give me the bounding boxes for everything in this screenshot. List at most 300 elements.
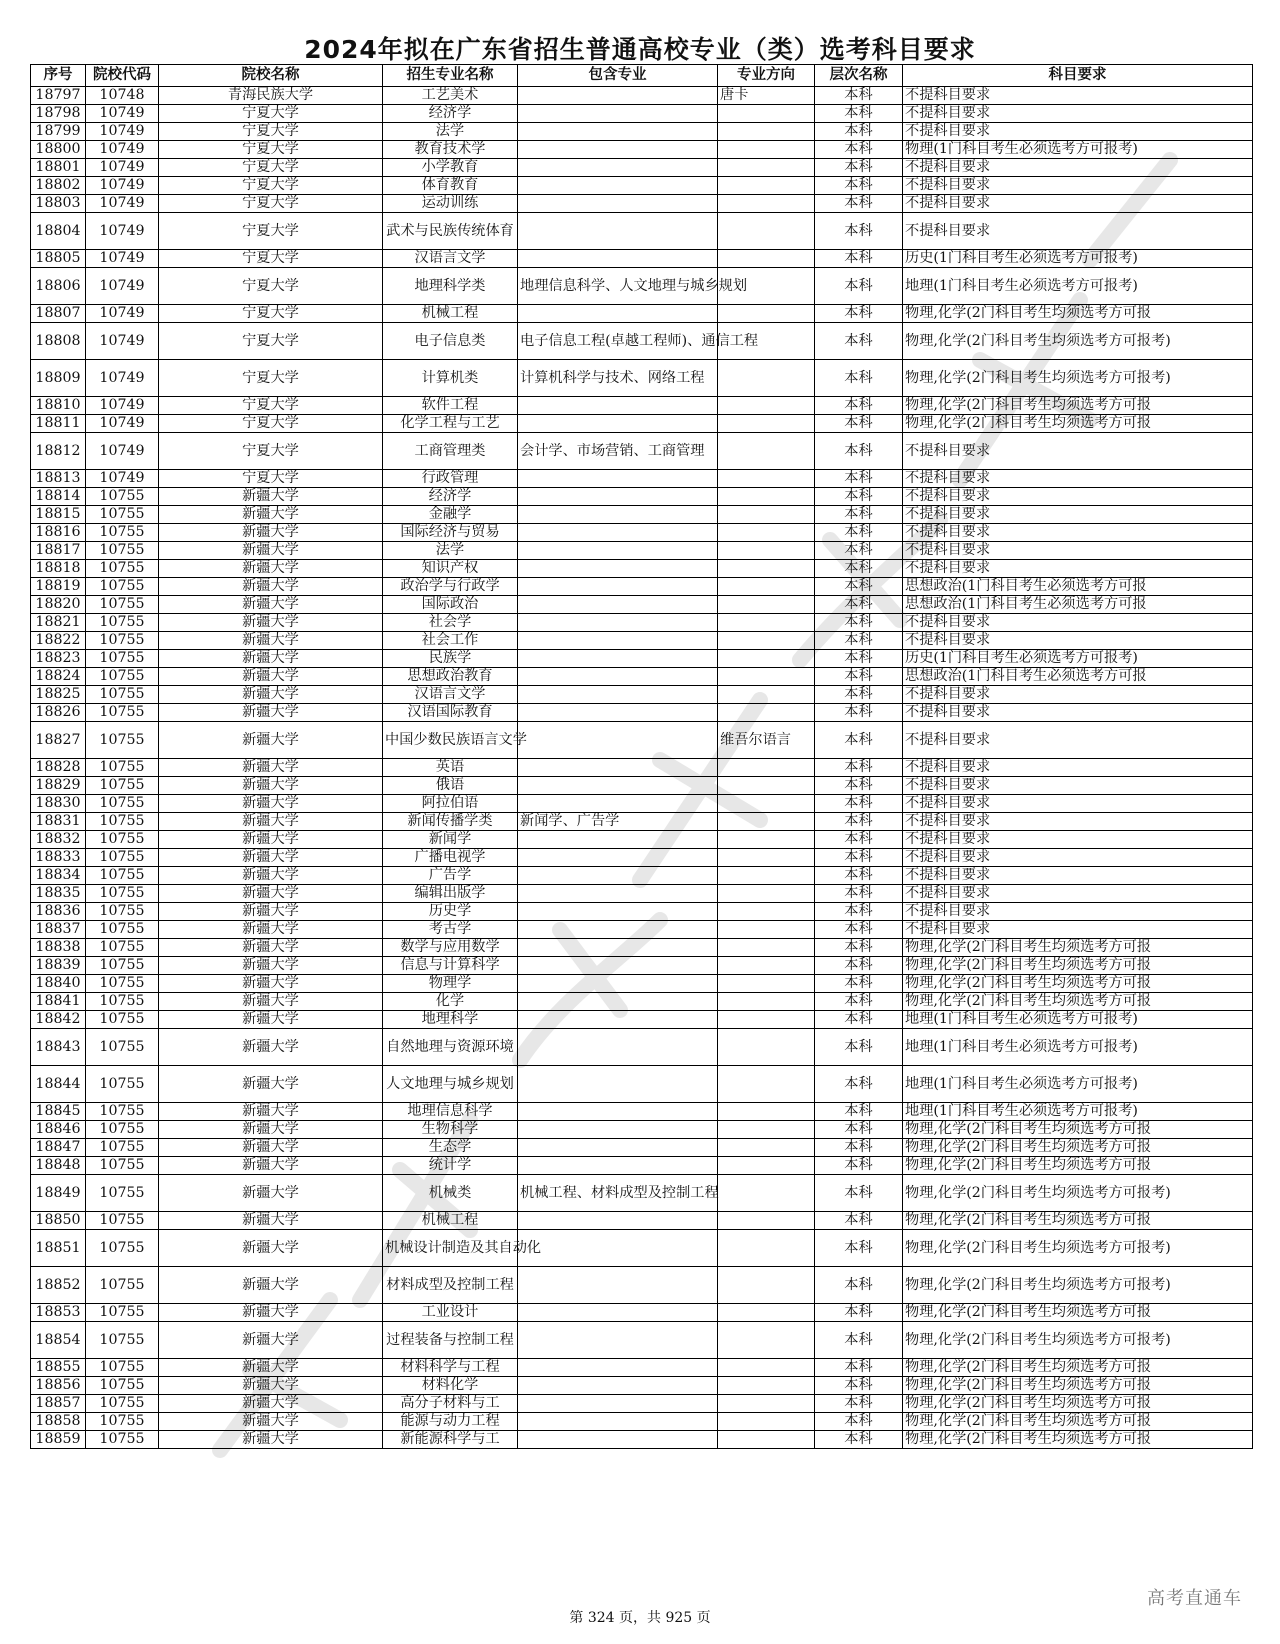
cell-level: 本科	[815, 759, 903, 777]
cell-included-majors	[518, 195, 718, 213]
cell-subject-requirement: 不提科目要求	[903, 903, 1253, 921]
cell-major-name: 法学	[383, 123, 518, 141]
cell-level: 本科	[815, 921, 903, 939]
cell-included-majors	[518, 1103, 718, 1121]
cell-index: 18818	[31, 560, 86, 578]
cell-school-code: 10749	[86, 105, 159, 123]
cell-index: 18830	[31, 795, 86, 813]
cell-included-majors	[518, 722, 718, 759]
cell-included-majors	[518, 470, 718, 488]
cell-major-direction	[718, 177, 815, 195]
cell-included-majors	[518, 957, 718, 975]
cell-major-name: 考古学	[383, 921, 518, 939]
cell-school-name: 新疆大学	[159, 885, 383, 903]
cell-major-direction	[718, 305, 815, 323]
cell-school-code: 10755	[86, 686, 159, 704]
cell-index: 18798	[31, 105, 86, 123]
cell-subject-requirement: 不提科目要求	[903, 213, 1253, 250]
cell-school-code: 10755	[86, 975, 159, 993]
table-row	[31, 1103, 1253, 1121]
table-row	[31, 831, 1253, 849]
cell-index: 18810	[31, 397, 86, 415]
cell-major-direction: 维吾尔语言	[718, 722, 815, 759]
cell-index: 18808	[31, 323, 86, 360]
cell-index: 18815	[31, 506, 86, 524]
cell-level: 本科	[815, 1413, 903, 1431]
cell-school-name: 新疆大学	[159, 1175, 383, 1212]
cell-school-name: 新疆大学	[159, 831, 383, 849]
table-header-row	[31, 65, 1253, 87]
cell-included-majors: 计算机科学与技术、网络工程	[518, 360, 718, 397]
table-row	[31, 1121, 1253, 1139]
cell-school-code: 10755	[86, 957, 159, 975]
cell-school-code: 10755	[86, 632, 159, 650]
table-row	[31, 105, 1253, 123]
cell-school-code: 10749	[86, 123, 159, 141]
cell-level: 本科	[815, 849, 903, 867]
cell-index: 18842	[31, 1011, 86, 1029]
cell-school-code: 10749	[86, 268, 159, 305]
cell-index: 18849	[31, 1175, 86, 1212]
cell-school-name: 新疆大学	[159, 596, 383, 614]
cell-major-direction	[718, 1359, 815, 1377]
cell-major-direction	[718, 1395, 815, 1413]
table-row	[31, 268, 1253, 305]
cell-major-name: 能源与动力工程	[383, 1413, 518, 1431]
cell-level: 本科	[815, 632, 903, 650]
cell-school-code: 10755	[86, 722, 159, 759]
table-row	[31, 596, 1253, 614]
cell-subject-requirement: 物理,化学(2门科目考生均须选考方可报	[903, 939, 1253, 957]
cell-major-name: 材料化学	[383, 1377, 518, 1395]
cell-level: 本科	[815, 1267, 903, 1304]
cell-major-direction	[718, 1011, 815, 1029]
cell-major-name: 汉语言文学	[383, 686, 518, 704]
cell-included-majors	[518, 415, 718, 433]
cell-subject-requirement: 不提科目要求	[903, 488, 1253, 506]
cell-major-name: 统计学	[383, 1157, 518, 1175]
cell-subject-requirement: 物理,化学(2门科目考生均须选考方可报	[903, 1413, 1253, 1431]
cell-school-name: 新疆大学	[159, 632, 383, 650]
cell-major-direction	[718, 470, 815, 488]
cell-school-code: 10755	[86, 849, 159, 867]
cell-included-majors	[518, 704, 718, 722]
cell-school-code: 10749	[86, 177, 159, 195]
table-row	[31, 650, 1253, 668]
cell-school-name: 宁夏大学	[159, 397, 383, 415]
cell-school-code: 10755	[86, 921, 159, 939]
cell-major-direction	[718, 1230, 815, 1267]
cell-subject-requirement: 不提科目要求	[903, 123, 1253, 141]
cell-school-code: 10755	[86, 488, 159, 506]
cell-major-name: 历史学	[383, 903, 518, 921]
table-body	[31, 87, 1253, 1449]
cell-index: 18859	[31, 1431, 86, 1449]
cell-included-majors	[518, 849, 718, 867]
cell-level: 本科	[815, 1431, 903, 1449]
cell-school-name: 新疆大学	[159, 524, 383, 542]
cell-included-majors	[518, 1139, 718, 1157]
cell-school-code: 10755	[86, 1413, 159, 1431]
cell-school-code: 10755	[86, 1431, 159, 1449]
cell-level: 本科	[815, 470, 903, 488]
cell-school-code: 10749	[86, 141, 159, 159]
cell-subject-requirement: 不提科目要求	[903, 759, 1253, 777]
cell-major-name: 地理科学类	[383, 268, 518, 305]
cell-major-direction	[718, 1267, 815, 1304]
cell-major-direction	[718, 903, 815, 921]
table-row	[31, 885, 1253, 903]
cell-school-code: 10755	[86, 1267, 159, 1304]
cell-level: 本科	[815, 1011, 903, 1029]
cell-level: 本科	[815, 1212, 903, 1230]
cell-level: 本科	[815, 957, 903, 975]
cell-subject-requirement: 不提科目要求	[903, 921, 1253, 939]
cell-subject-requirement: 物理,化学(2门科目考生均须选考方可报	[903, 1431, 1253, 1449]
cell-major-direction	[718, 831, 815, 849]
cell-school-name: 新疆大学	[159, 722, 383, 759]
table-row	[31, 1304, 1253, 1322]
cell-subject-requirement: 物理,化学(2门科目考生均须选考方可报考)	[903, 1267, 1253, 1304]
cell-school-name: 宁夏大学	[159, 433, 383, 470]
cell-level: 本科	[815, 777, 903, 795]
cell-level: 本科	[815, 722, 903, 759]
cell-major-name: 自然地理与资源环境	[383, 1029, 518, 1066]
cell-major-name: 机械类	[383, 1175, 518, 1212]
cell-major-name: 俄语	[383, 777, 518, 795]
cell-major-direction	[718, 560, 815, 578]
cell-subject-requirement: 物理,化学(2门科目考生均须选考方可报	[903, 1359, 1253, 1377]
page-title: 2024年拟在广东省招生普通高校专业（类）选考科目要求	[304, 35, 976, 64]
cell-included-majors	[518, 542, 718, 560]
cell-subject-requirement: 不提科目要求	[903, 524, 1253, 542]
cell-school-name: 新疆大学	[159, 777, 383, 795]
cell-major-direction	[718, 957, 815, 975]
header-major-name: 招生专业名称	[383, 65, 518, 87]
cell-subject-requirement: 物理,化学(2门科目考生均须选考方可报考)	[903, 1230, 1253, 1267]
table-row	[31, 433, 1253, 470]
table-row	[31, 957, 1253, 975]
cell-major-direction	[718, 632, 815, 650]
cell-level: 本科	[815, 177, 903, 195]
cell-index: 18852	[31, 1267, 86, 1304]
cell-subject-requirement: 不提科目要求	[903, 195, 1253, 213]
cell-level: 本科	[815, 1359, 903, 1377]
cell-included-majors	[518, 213, 718, 250]
table-row	[31, 305, 1253, 323]
cell-major-name: 经济学	[383, 105, 518, 123]
cell-major-direction	[718, 488, 815, 506]
table-row	[31, 1066, 1253, 1103]
cell-school-name: 宁夏大学	[159, 250, 383, 268]
cell-index: 18845	[31, 1103, 86, 1121]
cell-school-name: 新疆大学	[159, 759, 383, 777]
cell-index: 18802	[31, 177, 86, 195]
cell-subject-requirement: 历史(1门科目考生必须选考方可报考)	[903, 250, 1253, 268]
cell-school-code: 10755	[86, 759, 159, 777]
cell-subject-requirement: 不提科目要求	[903, 632, 1253, 650]
cell-major-name: 材料科学与工程	[383, 1359, 518, 1377]
cell-level: 本科	[815, 704, 903, 722]
cell-level: 本科	[815, 415, 903, 433]
cell-school-name: 新疆大学	[159, 1066, 383, 1103]
cell-school-code: 10755	[86, 939, 159, 957]
cell-school-code: 10749	[86, 415, 159, 433]
table-row	[31, 1139, 1253, 1157]
header-school-name: 院校名称	[159, 65, 383, 87]
cell-included-majors	[518, 975, 718, 993]
cell-major-name: 编辑出版学	[383, 885, 518, 903]
cell-included-majors	[518, 632, 718, 650]
cell-level: 本科	[815, 560, 903, 578]
cell-subject-requirement: 思想政治(1门科目考生必须选考方可报	[903, 668, 1253, 686]
cell-included-majors	[518, 1377, 718, 1395]
cell-school-code: 10749	[86, 470, 159, 488]
cell-index: 18837	[31, 921, 86, 939]
cell-major-name: 汉语言文学	[383, 250, 518, 268]
table-row	[31, 975, 1253, 993]
cell-level: 本科	[815, 1395, 903, 1413]
cell-major-direction	[718, 1212, 815, 1230]
table-row	[31, 1212, 1253, 1230]
cell-school-code: 10755	[86, 885, 159, 903]
cell-included-majors	[518, 903, 718, 921]
cell-school-name: 新疆大学	[159, 993, 383, 1011]
cell-school-name: 宁夏大学	[159, 159, 383, 177]
cell-level: 本科	[815, 1322, 903, 1359]
cell-level: 本科	[815, 506, 903, 524]
cell-index: 18834	[31, 867, 86, 885]
cell-major-name: 机械设计制造及其自动化	[383, 1230, 518, 1267]
cell-major-name: 国际经济与贸易	[383, 524, 518, 542]
cell-major-name: 物理学	[383, 975, 518, 993]
cell-index: 18843	[31, 1029, 86, 1066]
cell-major-direction	[718, 849, 815, 867]
cell-subject-requirement: 物理,化学(2门科目考生均须选考方可报考)	[903, 360, 1253, 397]
cell-school-name: 新疆大学	[159, 668, 383, 686]
cell-level: 本科	[815, 542, 903, 560]
cell-index: 18835	[31, 885, 86, 903]
cell-school-code: 10755	[86, 506, 159, 524]
table-row	[31, 813, 1253, 831]
cell-major-name: 教育技术学	[383, 141, 518, 159]
table-row	[31, 993, 1253, 1011]
cell-level: 本科	[815, 433, 903, 470]
cell-major-direction	[718, 1103, 815, 1121]
cell-index: 18805	[31, 250, 86, 268]
cell-level: 本科	[815, 975, 903, 993]
cell-included-majors	[518, 921, 718, 939]
cell-level: 本科	[815, 488, 903, 506]
cell-major-name: 生物科学	[383, 1121, 518, 1139]
cell-major-name: 经济学	[383, 488, 518, 506]
cell-subject-requirement: 不提科目要求	[903, 849, 1253, 867]
cell-index: 18813	[31, 470, 86, 488]
cell-school-code: 10755	[86, 1103, 159, 1121]
cell-major-direction	[718, 650, 815, 668]
table-row	[31, 722, 1253, 759]
cell-school-name: 宁夏大学	[159, 415, 383, 433]
cell-index: 18822	[31, 632, 86, 650]
cell-major-direction	[718, 885, 815, 903]
cell-index: 18848	[31, 1157, 86, 1175]
cell-index: 18825	[31, 686, 86, 704]
cell-school-name: 新疆大学	[159, 813, 383, 831]
cell-school-name: 新疆大学	[159, 1431, 383, 1449]
cell-included-majors	[518, 560, 718, 578]
header-included-majors: 包含专业	[518, 65, 718, 87]
table-row	[31, 777, 1253, 795]
cell-level: 本科	[815, 105, 903, 123]
table-row	[31, 795, 1253, 813]
cell-subject-requirement: 物理,化学(2门科目考生均须选考方可报	[903, 993, 1253, 1011]
cell-level: 本科	[815, 305, 903, 323]
cell-major-direction	[718, 1121, 815, 1139]
cell-subject-requirement: 不提科目要求	[903, 704, 1253, 722]
cell-level: 本科	[815, 614, 903, 632]
cell-included-majors	[518, 177, 718, 195]
cell-major-name: 电子信息类	[383, 323, 518, 360]
cell-index: 18801	[31, 159, 86, 177]
cell-school-name: 宁夏大学	[159, 268, 383, 305]
cell-major-direction	[718, 686, 815, 704]
cell-school-name: 新疆大学	[159, 542, 383, 560]
cell-school-name: 宁夏大学	[159, 305, 383, 323]
cell-major-direction	[718, 123, 815, 141]
table-row	[31, 195, 1253, 213]
cell-school-name: 新疆大学	[159, 488, 383, 506]
cell-index: 18823	[31, 650, 86, 668]
cell-school-code: 10755	[86, 1175, 159, 1212]
cell-level: 本科	[815, 268, 903, 305]
cell-major-direction	[718, 777, 815, 795]
table-row	[31, 686, 1253, 704]
cell-school-code: 10749	[86, 433, 159, 470]
cell-included-majors	[518, 123, 718, 141]
cell-school-code: 10755	[86, 596, 159, 614]
cell-major-direction	[718, 524, 815, 542]
cell-school-name: 新疆大学	[159, 1157, 383, 1175]
cell-school-name: 新疆大学	[159, 1395, 383, 1413]
cell-major-direction	[718, 921, 815, 939]
cell-included-majors	[518, 1359, 718, 1377]
cell-school-name: 新疆大学	[159, 1029, 383, 1066]
cell-level: 本科	[815, 993, 903, 1011]
cell-school-name: 新疆大学	[159, 1011, 383, 1029]
cell-index: 18814	[31, 488, 86, 506]
cell-index: 18836	[31, 903, 86, 921]
cell-subject-requirement: 物理,化学(2门科目考生均须选考方可报	[903, 1395, 1253, 1413]
table-row	[31, 360, 1253, 397]
cell-included-majors	[518, 777, 718, 795]
table-row	[31, 542, 1253, 560]
cell-school-code: 10755	[86, 524, 159, 542]
table-row	[31, 213, 1253, 250]
header-subject-requirement: 科目要求	[903, 65, 1253, 87]
cell-school-name: 新疆大学	[159, 1413, 383, 1431]
cell-level: 本科	[815, 195, 903, 213]
cell-major-direction: 唐卡	[718, 87, 815, 105]
table-row	[31, 921, 1253, 939]
table-row	[31, 903, 1253, 921]
cell-included-majors	[518, 596, 718, 614]
cell-included-majors	[518, 831, 718, 849]
cell-subject-requirement: 物理,化学(2门科目考生均须选考方可报	[903, 305, 1253, 323]
cell-major-direction	[718, 105, 815, 123]
cell-index: 18809	[31, 360, 86, 397]
cell-major-direction	[718, 1413, 815, 1431]
table-row	[31, 1230, 1253, 1267]
cell-index: 18856	[31, 1377, 86, 1395]
cell-level: 本科	[815, 1230, 903, 1267]
cell-level: 本科	[815, 668, 903, 686]
cell-major-direction	[718, 250, 815, 268]
cell-school-name: 青海民族大学	[159, 87, 383, 105]
cell-major-name: 行政管理	[383, 470, 518, 488]
cell-major-direction	[718, 1304, 815, 1322]
cell-included-majors	[518, 1395, 718, 1413]
cell-school-code: 10749	[86, 360, 159, 397]
cell-included-majors	[518, 1121, 718, 1139]
cell-major-direction	[718, 614, 815, 632]
header-index: 序号	[31, 65, 86, 87]
cell-included-majors	[518, 759, 718, 777]
cell-subject-requirement: 不提科目要求	[903, 506, 1253, 524]
cell-school-name: 新疆大学	[159, 650, 383, 668]
cell-included-majors	[518, 506, 718, 524]
cell-major-direction	[718, 668, 815, 686]
table-row	[31, 87, 1253, 105]
cell-major-direction	[718, 867, 815, 885]
cell-major-name: 金融学	[383, 506, 518, 524]
cell-school-code: 10755	[86, 795, 159, 813]
cell-included-majors	[518, 87, 718, 105]
cell-major-name: 中国少数民族语言文学	[383, 722, 518, 759]
cell-school-code: 10755	[86, 1212, 159, 1230]
cell-included-majors	[518, 105, 718, 123]
cell-included-majors	[518, 1230, 718, 1267]
cell-major-direction	[718, 213, 815, 250]
cell-level: 本科	[815, 1304, 903, 1322]
cell-included-majors	[518, 159, 718, 177]
cell-subject-requirement: 物理,化学(2门科目考生均须选考方可报考)	[903, 1322, 1253, 1359]
cell-subject-requirement: 物理,化学(2门科目考生均须选考方可报	[903, 1377, 1253, 1395]
table-row	[31, 397, 1253, 415]
cell-index: 18817	[31, 542, 86, 560]
cell-major-name: 小学教育	[383, 159, 518, 177]
cell-subject-requirement: 不提科目要求	[903, 560, 1253, 578]
cell-school-name: 新疆大学	[159, 1359, 383, 1377]
brand-watermark-text: 高考直通车	[1147, 1588, 1242, 1609]
cell-subject-requirement: 物理,化学(2门科目考生均须选考方可报	[903, 975, 1253, 993]
table-row	[31, 1359, 1253, 1377]
cell-subject-requirement: 不提科目要求	[903, 686, 1253, 704]
cell-included-majors	[518, 1304, 718, 1322]
cell-school-name: 新疆大学	[159, 867, 383, 885]
cell-included-majors	[518, 939, 718, 957]
cell-subject-requirement: 不提科目要求	[903, 867, 1253, 885]
cell-index: 18857	[31, 1395, 86, 1413]
cell-school-name: 新疆大学	[159, 578, 383, 596]
cell-major-direction	[718, 596, 815, 614]
cell-school-name: 新疆大学	[159, 704, 383, 722]
cell-included-majors	[518, 524, 718, 542]
cell-major-name: 思想政治教育	[383, 668, 518, 686]
cell-included-majors	[518, 1029, 718, 1066]
table-row	[31, 1157, 1253, 1175]
cell-included-majors	[518, 1157, 718, 1175]
cell-index: 18811	[31, 415, 86, 433]
